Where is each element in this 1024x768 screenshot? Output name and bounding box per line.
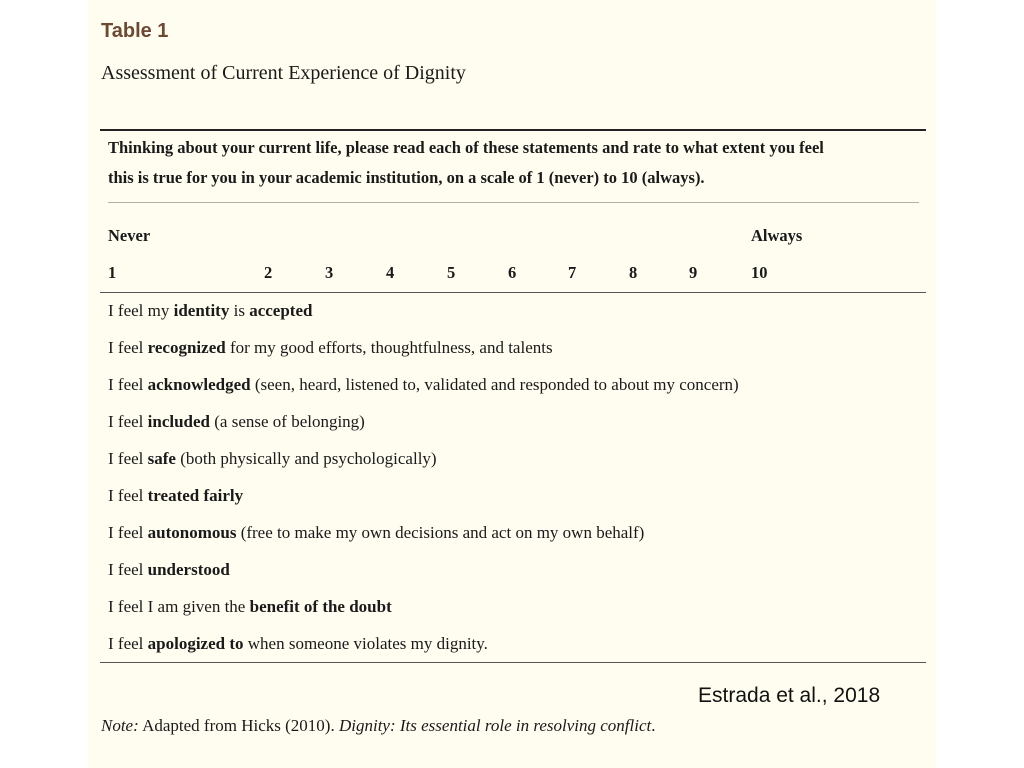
note-label: Note:	[101, 716, 139, 735]
instruction-line-2: this is true for you in your academic institution, on a scale of 1 (never) to 10 (always).	[108, 168, 705, 187]
scale-number: 1	[108, 263, 117, 282]
statement-item	[108, 338, 739, 375]
statement-text: I feel	[108, 486, 148, 505]
scale-number: 2	[264, 263, 273, 282]
statement-key-term: autonomous	[147, 523, 237, 542]
statement-item	[108, 560, 739, 597]
scale-divider	[100, 292, 926, 293]
statement-text: I feel my	[108, 301, 174, 320]
statement-list	[108, 301, 739, 671]
statement-item	[108, 597, 739, 634]
statement-text: I feel I am given the	[108, 597, 250, 616]
note-text: Adapted from Hicks (2010).	[138, 716, 339, 735]
instruction-line-1: Thinking about your current life, please read each of these statements and rate to what extent you feel	[108, 138, 824, 157]
statement-key-term: accepted	[249, 301, 313, 320]
statement-text: I feel	[108, 560, 148, 579]
table-title: Assessment of Current Experience of Dignity	[101, 62, 466, 84]
statement-key-term: acknowledged	[147, 375, 251, 394]
statement-item	[108, 301, 739, 338]
scale-number: 6	[508, 263, 517, 282]
statement-text: I feel	[108, 375, 148, 394]
statement-text: (seen, heard, listened to, validated and responded to about my concern)	[250, 375, 739, 394]
scale-number: 10	[751, 263, 768, 282]
scale-low-anchor: Never	[108, 226, 151, 245]
statement-text: (both physically and psychologically)	[175, 449, 437, 468]
statement-key-term: apologized to	[147, 634, 244, 653]
statement-key-term: safe	[147, 449, 176, 468]
statement-key-term: treated fairly	[147, 486, 244, 505]
scale-number: 7	[568, 263, 577, 282]
scale-number: 4	[386, 263, 395, 282]
scale-number: 3	[325, 263, 334, 282]
statement-text: I feel	[108, 449, 148, 468]
scale-number: 5	[447, 263, 456, 282]
statement-text: when someone violates my dignity.	[243, 634, 488, 653]
note-source: Dignity: Its essential role in resolving conflict	[338, 716, 652, 735]
statement-key-term: identity	[173, 301, 230, 320]
instruction-divider	[108, 202, 919, 203]
statement-text: (free to make my own decisions and act on my own behalf)	[236, 523, 645, 542]
citation: Estrada et al., 2018	[698, 684, 881, 707]
note-end: .	[651, 716, 656, 735]
statement-item	[108, 449, 739, 486]
statement-key-term: included	[147, 412, 210, 431]
statement-text: for my good efforts, thoughtfulness, and talents	[225, 338, 553, 357]
scale-high-anchor: Always	[751, 226, 803, 245]
table-bottom-rule	[100, 662, 926, 663]
statement-text: I feel	[108, 338, 148, 357]
statement-text: is	[229, 301, 250, 320]
table-label: Table 1	[101, 20, 169, 42]
statement-item	[108, 375, 739, 412]
statement-text: (a sense of belonging)	[210, 412, 365, 431]
statement-text: I feel	[108, 523, 148, 542]
statement-item	[108, 486, 739, 523]
statement-key-term: understood	[147, 560, 230, 579]
statement-text: I feel	[108, 634, 148, 653]
scale-number: 9	[689, 263, 698, 282]
statement-key-term: recognized	[147, 338, 226, 357]
scale-number: 8	[629, 263, 638, 282]
table-top-rule	[100, 129, 926, 131]
statement-item	[108, 523, 739, 560]
statement-text: I feel	[108, 412, 148, 431]
statement-key-term: benefit of the doubt	[249, 597, 392, 616]
statement-item	[108, 634, 739, 671]
statement-item	[108, 412, 739, 449]
table-note	[101, 716, 655, 736]
